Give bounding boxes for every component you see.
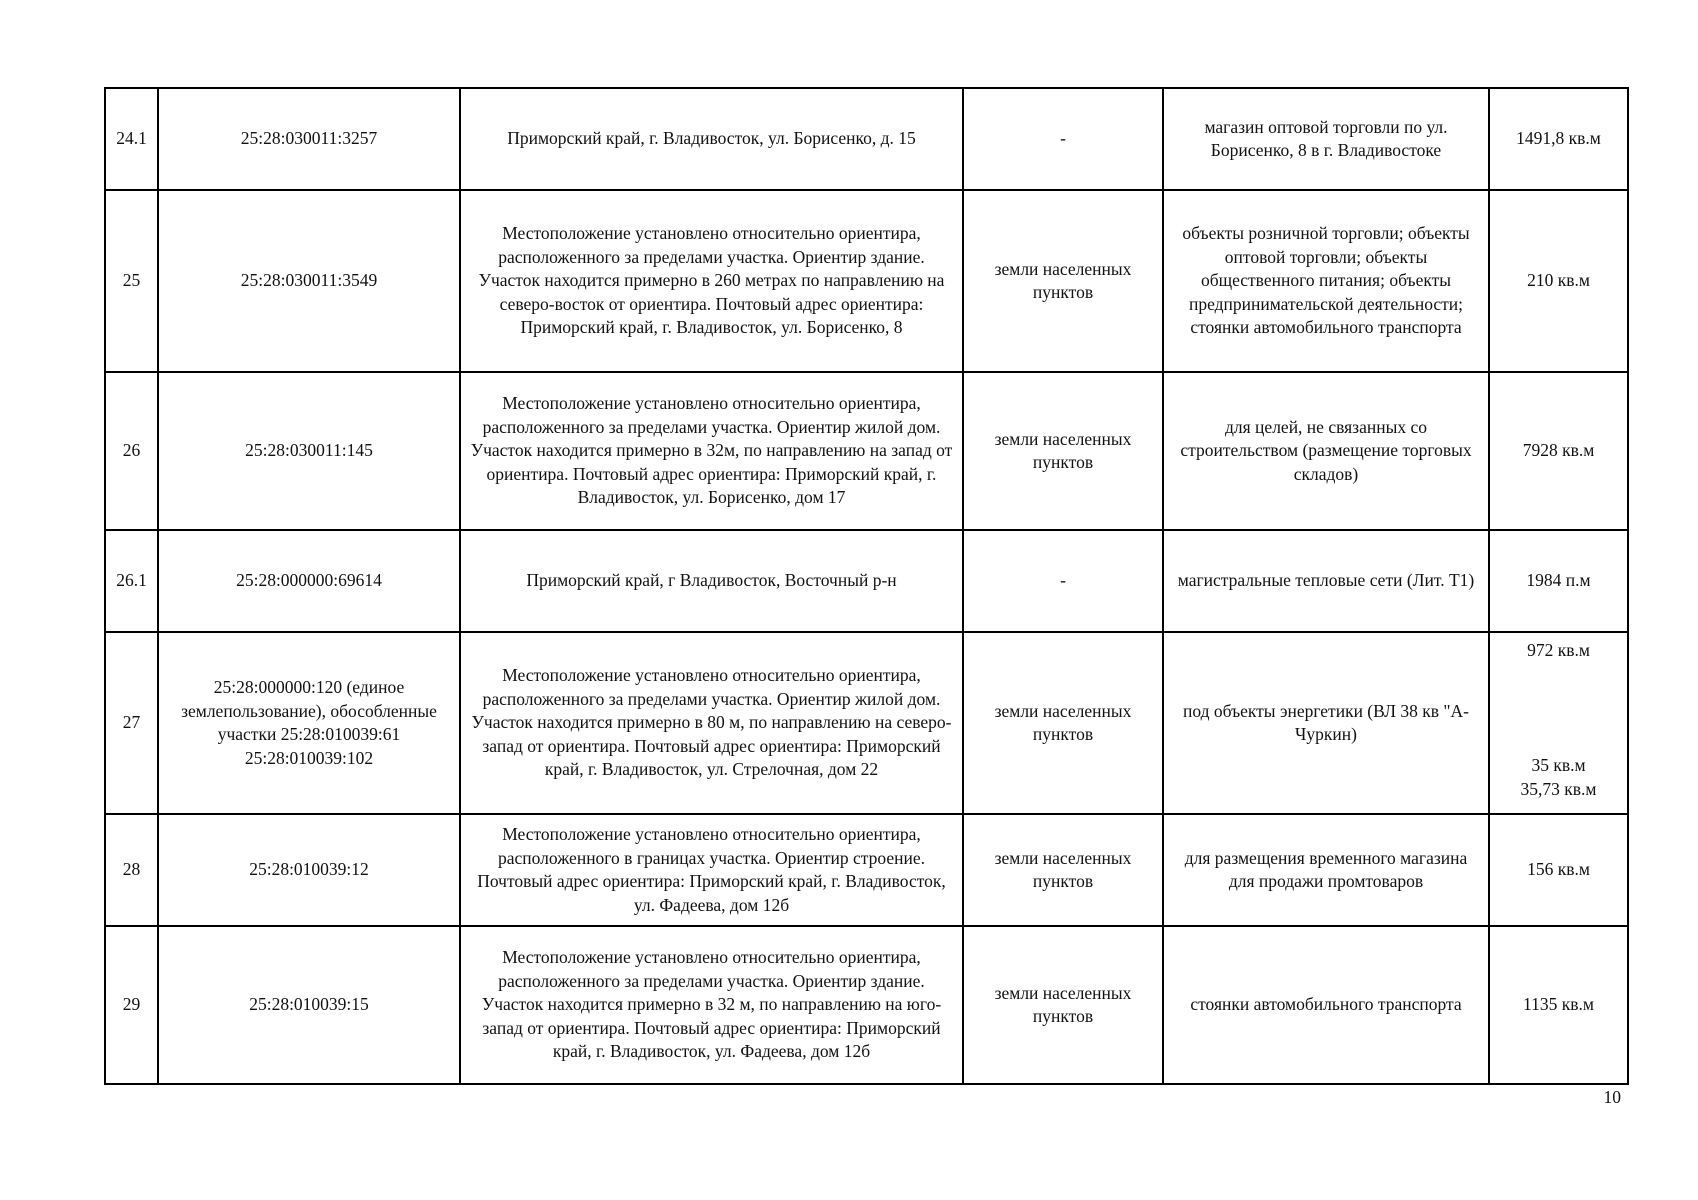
area-cell: 1491,8 кв.м xyxy=(1489,88,1628,190)
area-cell: 210 кв.м xyxy=(1489,190,1628,372)
cadastral-number-cell: 25:28:000000:120 (единое землепользование), обособленные участки 25:28:010039:61 25:28:010039:102 xyxy=(158,632,460,814)
area-cell: 156 кв.м xyxy=(1489,814,1628,926)
table-row xyxy=(105,190,1628,372)
row-number-cell: 27 xyxy=(105,632,158,814)
page-number: 10 xyxy=(1603,1087,1621,1107)
row-number-cell: 24.1 xyxy=(105,88,158,190)
location-cell: Местоположение установлено относительно ориентира, расположенного за пределами участка. Ориентир жилой дом. Участок находится примерно в 32м, по направлению на запад от ориентира. Почтовый адрес ориентира: Приморский край, г. Владивосток, ул. Борисенко, дом 17 xyxy=(460,372,963,530)
cadastral-number-cell: 25:28:010039:15 xyxy=(158,926,460,1084)
area-split xyxy=(1490,633,1627,805)
area-cell: 7928 кв.м xyxy=(1489,372,1628,530)
permitted-use-cell: для целей, не связанных со строительством (размещение торговых складов) xyxy=(1163,372,1489,530)
table-row xyxy=(105,814,1628,926)
row-number-cell: 26 xyxy=(105,372,158,530)
table-row xyxy=(105,372,1628,530)
location-cell: Местоположение установлено относительно ориентира, расположенного за пределами участка. Ориентир здание. Участок находится примерно в 260 метрах по направлению на северо-восток от ориентира. Почтовый адрес ориентира: Приморский край, г. Владивосток, ул. Борисенко, 8 xyxy=(460,190,963,372)
area-subplot-value: 35,73 кв.м xyxy=(1520,778,1597,799)
row-number-cell: 28 xyxy=(105,814,158,926)
land-category-cell: - xyxy=(963,88,1163,190)
table-row xyxy=(105,926,1628,1084)
land-category-cell: земли населенных пунктов xyxy=(963,632,1163,814)
table-row xyxy=(105,88,1628,190)
location-cell: Местоположение установлено относительно ориентира, расположенного за пределами участка. Ориентир жилой дом. Участок находится примерно в 80 м, по направлению на северо-запад от ориентира. Почтовый адрес ориентира: Приморский край, г. Владивосток, ул. Стрелочная, дом 22 xyxy=(460,632,963,814)
permitted-use-cell: магазин оптовой торговли по ул. Борисенко, 8 в г. Владивостоке xyxy=(1163,88,1489,190)
land-category-cell: земли населенных пунктов xyxy=(963,926,1163,1084)
table-row xyxy=(105,530,1628,632)
cadastral-number-cell: 25:28:030011:145 xyxy=(158,372,460,530)
location-cell: Местоположение установлено относительно ориентира, расположенного в границах участка. Ориентир строение. Почтовый адрес ориентира: Приморский край, г. Владивосток, ул. Фадеева, дом 12б xyxy=(460,814,963,926)
land-category-cell: земли населенных пунктов xyxy=(963,190,1163,372)
cadastral-number-cell: 25:28:000000:69614 xyxy=(158,530,460,632)
row-number-cell: 26.1 xyxy=(105,530,158,632)
area-main-value: 972 кв.м xyxy=(1527,640,1590,660)
cadastral-number-cell: 25:28:030011:3257 xyxy=(158,88,460,190)
land-plots-table xyxy=(104,87,1629,1085)
area-cell: 1984 п.м xyxy=(1489,530,1628,632)
location-cell: Приморский край, г. Владивосток, ул. Борисенко, д. 15 xyxy=(460,88,963,190)
land-category-cell: - xyxy=(963,530,1163,632)
permitted-use-cell: для размещения временного магазина для продажи промтоваров xyxy=(1163,814,1489,926)
land-category-cell: земли населенных пунктов xyxy=(963,372,1163,530)
location-cell: Местоположение установлено относительно ориентира, расположенного за пределами участка. Ориентир здание. Участок находится примерно в 32 м, по направлению на юго-запад от ориентира. Почтовый адрес ориентира: Приморский край, г. Владивосток, ул. Фадеева, дом 12б xyxy=(460,926,963,1084)
area-cell: 1135 кв.м xyxy=(1489,926,1628,1084)
cadastral-number-cell: 25:28:030011:3549 xyxy=(158,190,460,372)
cadastral-number-cell: 25:28:010039:12 xyxy=(158,814,460,926)
area-subplot-value: 35 кв.м xyxy=(1531,755,1586,775)
permitted-use-cell: стоянки автомобильного транспорта xyxy=(1163,926,1489,1084)
area-subplots xyxy=(1490,754,1627,801)
table-row xyxy=(105,632,1628,814)
row-number-cell: 25 xyxy=(105,190,158,372)
permitted-use-cell: под объекты энергетики (ВЛ 38 кв "А-Чуркин) xyxy=(1163,632,1489,814)
permitted-use-cell: объекты розничной торговли; объекты оптовой торговли; объекты общественного питания; объекты предпринимательской деятельности; стоянки автомобильного транспорта xyxy=(1163,190,1489,372)
land-category-cell: земли населенных пунктов xyxy=(963,814,1163,926)
row-number-cell: 29 xyxy=(105,926,158,1084)
area-cell xyxy=(1489,632,1628,814)
location-cell: Приморский край, г Владивосток, Восточный р-н xyxy=(460,530,963,632)
permitted-use-cell: магистральные тепловые сети (Лит. Т1) xyxy=(1163,530,1489,632)
